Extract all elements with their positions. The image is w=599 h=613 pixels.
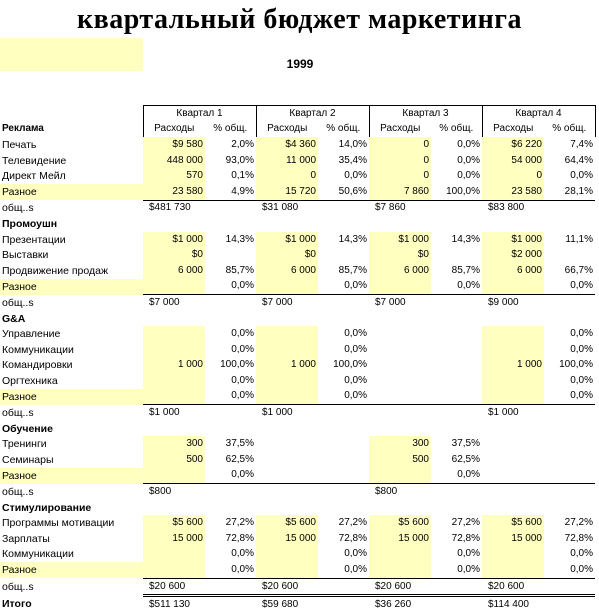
empty-cell [431, 216, 482, 232]
section-total-value: $7 000 [256, 295, 369, 311]
total-label: общ..s [2, 296, 34, 309]
total-label: общ..s [2, 485, 34, 498]
table-row [0, 263, 595, 279]
expense-cell[interactable] [482, 373, 544, 389]
empty-cell [256, 500, 318, 516]
percent-cell: 0,0% [457, 170, 480, 182]
table-row [0, 342, 595, 358]
section-total-value: $7 000 [143, 295, 256, 311]
expense-cell[interactable] [256, 436, 318, 452]
table-row [0, 326, 595, 342]
table-row [0, 436, 595, 452]
expense-cell[interactable]: $0 [256, 247, 318, 263]
expense-cell[interactable]: 11 000 [256, 153, 318, 169]
highlighted-input-cell[interactable] [0, 38, 143, 71]
expense-cell[interactable] [482, 562, 544, 578]
percent-cell: 100,0% [220, 359, 254, 371]
row-label: Зарплаты [2, 532, 50, 545]
table-row [0, 468, 595, 484]
empty-cell [544, 500, 595, 516]
expense-cell[interactable] [369, 389, 431, 405]
expense-cell[interactable]: 15 720 [256, 184, 318, 200]
empty-cell [482, 311, 544, 327]
percent-cell: 27,2% [225, 517, 254, 529]
expense-cell[interactable] [482, 342, 544, 358]
expense-cell[interactable]: $1 000 [369, 232, 431, 248]
empty-cell [369, 421, 431, 437]
percent-cell: 0,0% [344, 374, 367, 386]
percent-cell: 0,0% [344, 548, 367, 560]
percent-cell [205, 247, 256, 263]
section-total-value: $800 [143, 484, 256, 500]
grand-total-row [0, 596, 595, 613]
percent-cell: 0,1% [231, 170, 254, 182]
section-total-value: $9 000 [482, 295, 595, 311]
section-header-row [0, 216, 595, 232]
percent-cell [431, 326, 482, 342]
empty-cell [143, 500, 205, 516]
percent-cell [318, 468, 369, 484]
expense-cell[interactable]: $4 360 [256, 137, 318, 153]
percent-cell: 4,9% [231, 185, 254, 197]
expense-cell[interactable]: 300 [369, 436, 431, 452]
section-total-value: $7 860 [369, 200, 482, 216]
row-label: Выставки [2, 249, 49, 262]
empty-cell [143, 421, 205, 437]
section-total-value: $20 600 [482, 578, 595, 596]
table-row [0, 168, 595, 184]
expense-cell[interactable] [143, 468, 205, 484]
section-total-row [0, 295, 595, 311]
section-total-value: $7 000 [369, 295, 482, 311]
expense-cell[interactable] [256, 547, 318, 563]
empty-cell [256, 216, 318, 232]
section-title: Стимулирование [2, 501, 92, 514]
percent-cell: 0,0% [570, 390, 593, 402]
table-row [0, 358, 595, 374]
expense-cell[interactable]: $5 600 [143, 515, 205, 531]
expense-cell[interactable]: 500 [369, 452, 431, 468]
row-label: Телевидение [2, 154, 67, 167]
percent-cell: 0,0% [457, 564, 480, 576]
row-label: Презентации [2, 233, 66, 246]
grand-total-label: Итого [2, 598, 32, 611]
section-header-row [0, 122, 595, 138]
section-total-value: $20 600 [143, 578, 256, 596]
percent-cell: 11,1% [565, 233, 593, 245]
expense-cell[interactable] [256, 452, 318, 468]
expense-cell[interactable] [482, 468, 544, 484]
expense-cell[interactable]: 500 [143, 452, 205, 468]
percent-cell [544, 468, 595, 484]
header-spacer [0, 106, 143, 122]
expense-cell[interactable]: $9 580 [143, 137, 205, 153]
percent-cell: 0,0% [570, 280, 593, 292]
total-label: общ..s [2, 581, 34, 594]
expense-cell[interactable] [143, 547, 205, 563]
expense-cell[interactable] [482, 279, 544, 295]
row-label: Коммуникации [2, 343, 74, 356]
percent-cell: 0,0% [231, 548, 254, 560]
total-label: общ..s [2, 202, 34, 215]
percent-cell: 0,0% [570, 328, 593, 340]
percent-cell: 0,0% [570, 564, 593, 576]
expenses-subheader: Расходы [369, 122, 431, 138]
expense-cell[interactable]: 0 [369, 168, 431, 184]
expense-cell[interactable]: 6 000 [143, 263, 205, 279]
section-total-value: $1 000 [482, 405, 595, 421]
percent-cell: 0,0% [457, 154, 480, 166]
empty-cell [205, 311, 256, 327]
expense-cell[interactable] [369, 342, 431, 358]
percent-cell: 0,0% [344, 170, 367, 182]
percent-cell: 14,3% [338, 233, 367, 245]
expenses-subheader: Расходы [256, 122, 318, 138]
expense-cell[interactable]: 23 580 [482, 184, 544, 200]
percent-cell: 93,0% [225, 154, 254, 166]
section-header-row [0, 421, 595, 437]
row-label: Разное [0, 468, 143, 484]
section-header-row [0, 500, 595, 516]
expense-cell[interactable] [369, 358, 431, 374]
empty-cell [143, 311, 205, 327]
table-row [0, 547, 595, 563]
row-label: Разное [0, 562, 143, 578]
percent-cell [544, 247, 595, 263]
percent-cell: 0,0% [231, 564, 254, 576]
empty-cell [205, 216, 256, 232]
percent-cell: 0,0% [457, 280, 480, 292]
percent-cell [431, 389, 482, 405]
expense-cell[interactable] [256, 326, 318, 342]
page-title: квартальный бюджет маркетинга [76, 4, 523, 35]
percent-cell [544, 452, 595, 468]
expense-cell[interactable] [369, 562, 431, 578]
empty-cell [143, 216, 205, 232]
percent-cell: 0,0% [231, 328, 254, 340]
empty-cell [256, 421, 318, 437]
empty-cell [544, 421, 595, 437]
section-total-value [369, 405, 482, 421]
percent-cell [431, 342, 482, 358]
table-row [0, 137, 595, 153]
percent-cell: 0,0% [344, 280, 367, 292]
quarter-header: Квартал 4 [482, 106, 595, 122]
expense-cell[interactable] [369, 279, 431, 295]
percent-cell [544, 436, 595, 452]
expense-cell[interactable] [256, 373, 318, 389]
expenses-subheader: Расходы [482, 122, 544, 138]
row-label: Директ Мейл [2, 170, 66, 183]
percent-cell: 50,6% [338, 185, 367, 197]
table-row [0, 389, 595, 405]
section-total-value [256, 484, 369, 500]
percent-cell: 14,3% [451, 233, 480, 245]
expense-cell[interactable] [482, 389, 544, 405]
percent-cell: 28,1% [564, 185, 593, 197]
expense-cell[interactable]: 1 000 [482, 358, 544, 374]
expense-cell[interactable] [369, 373, 431, 389]
expense-cell[interactable] [143, 342, 205, 358]
expense-cell[interactable] [369, 547, 431, 563]
expense-cell[interactable]: 0 [369, 137, 431, 153]
expense-cell[interactable]: 15 000 [369, 531, 431, 547]
percent-cell: 62,5% [225, 453, 254, 465]
percent-cell: 72,8% [225, 532, 254, 544]
expense-cell[interactable] [143, 279, 205, 295]
percent-cell: 37,5% [225, 438, 254, 450]
expense-cell[interactable] [369, 468, 431, 484]
expense-cell[interactable]: 1 000 [143, 358, 205, 374]
expense-cell[interactable]: $0 [369, 247, 431, 263]
percent-cell: 100,0% [446, 185, 480, 197]
percent-cell: 7,4% [570, 138, 593, 150]
section-title: Промоушн [2, 217, 58, 230]
percent-cell: 0,0% [344, 328, 367, 340]
expense-cell[interactable]: 6 000 [369, 263, 431, 279]
percent-cell: 2,0% [231, 138, 254, 150]
percent-cell: 62,5% [451, 453, 480, 465]
expense-cell[interactable] [256, 389, 318, 405]
expense-cell[interactable]: $5 600 [256, 515, 318, 531]
expense-cell[interactable]: 23 580 [143, 184, 205, 200]
table-row [0, 373, 595, 389]
grand-total-value: $511 130 [143, 596, 256, 613]
section-total-value: $31 080 [256, 200, 369, 216]
percent-cell: 0,0% [231, 343, 254, 355]
section-total-value: $481 730 [143, 200, 256, 216]
percent-cell: 72,8% [564, 532, 593, 544]
empty-cell [369, 216, 431, 232]
percent-cell [318, 247, 369, 263]
percent-cell: 0,0% [344, 343, 367, 355]
empty-cell [431, 311, 482, 327]
expense-cell[interactable] [143, 326, 205, 342]
expense-cell[interactable]: $1 000 [482, 232, 544, 248]
expense-cell[interactable]: 7 860 [369, 184, 431, 200]
percent-cell [318, 452, 369, 468]
expense-cell[interactable]: $5 600 [482, 515, 544, 531]
percent-cell [431, 373, 482, 389]
percent-cell [431, 358, 482, 374]
expense-cell[interactable] [143, 373, 205, 389]
expense-cell[interactable]: 570 [143, 168, 205, 184]
section-total-value: $20 600 [369, 578, 482, 596]
percent-cell: 100,0% [559, 359, 593, 371]
percent-cell: 37,5% [451, 438, 480, 450]
empty-cell [205, 421, 256, 437]
percent-cell: 85,7% [451, 264, 480, 276]
expense-cell[interactable]: 1 000 [256, 358, 318, 374]
table-row [0, 184, 595, 200]
percent-cell: 14,3% [225, 233, 254, 245]
percent-subheader: % общ. [544, 122, 595, 138]
empty-cell [482, 500, 544, 516]
empty-cell [205, 500, 256, 516]
empty-cell [482, 216, 544, 232]
expense-cell[interactable] [482, 436, 544, 452]
row-label: Управление [2, 328, 61, 341]
expense-cell[interactable] [482, 326, 544, 342]
row-label: Коммуникации [2, 548, 74, 561]
expense-cell[interactable]: 15 000 [143, 531, 205, 547]
percent-cell: 0,0% [457, 469, 480, 481]
row-label: Продвижение продаж [2, 264, 108, 277]
expense-cell[interactable]: 6 000 [482, 263, 544, 279]
expense-cell[interactable] [143, 562, 205, 578]
empty-cell [482, 421, 544, 437]
expense-cell[interactable] [256, 562, 318, 578]
percent-cell: 27,2% [564, 517, 593, 529]
percent-cell: 100,0% [333, 359, 367, 371]
section-title: G&A [2, 312, 26, 325]
year-label: 1999 [286, 57, 314, 71]
section-title: Реклама [2, 123, 44, 135]
empty-cell [431, 500, 482, 516]
quarter-header: Квартал 1 [143, 106, 256, 122]
percent-cell: 64,4% [564, 154, 593, 166]
row-label: Программы мотивации [2, 517, 115, 530]
percent-cell: 0,0% [570, 548, 593, 560]
section-title: Обучение [2, 422, 53, 435]
section-total-row [0, 578, 595, 596]
quarter-header: Квартал 3 [369, 106, 482, 122]
percent-cell: 27,2% [338, 517, 367, 529]
percent-cell: 0,0% [231, 374, 254, 386]
grand-total-value: $114 400 [482, 596, 595, 613]
expense-cell[interactable] [256, 279, 318, 295]
empty-cell [544, 311, 595, 327]
percent-cell: 85,7% [225, 264, 254, 276]
expense-cell[interactable]: 15 000 [256, 531, 318, 547]
percent-cell: 0,0% [570, 170, 593, 182]
empty-cell [431, 421, 482, 437]
table-row [0, 153, 595, 169]
percent-cell: 0,0% [231, 280, 254, 292]
percent-cell: 0,0% [457, 138, 480, 150]
section-total-value: $800 [369, 484, 482, 500]
expense-cell[interactable]: 448 000 [143, 153, 205, 169]
row-label: Печать [2, 138, 37, 151]
section-header-row [0, 311, 595, 327]
expense-cell[interactable]: 54 000 [482, 153, 544, 169]
section-total-row [0, 484, 595, 500]
expense-cell[interactable]: $1 000 [256, 232, 318, 248]
row-label: Разное [0, 279, 143, 295]
expense-cell[interactable]: $1 000 [143, 232, 205, 248]
percent-cell [431, 247, 482, 263]
expense-cell[interactable] [482, 547, 544, 563]
percent-cell: 14,0% [338, 138, 367, 150]
expense-cell[interactable] [143, 389, 205, 405]
empty-cell [318, 216, 369, 232]
row-label: Семинары [2, 453, 54, 466]
expense-cell[interactable] [256, 342, 318, 358]
expense-cell[interactable]: 0 [256, 168, 318, 184]
section-total-value: $20 600 [256, 578, 369, 596]
table-row [0, 562, 595, 578]
percent-cell: 72,8% [338, 532, 367, 544]
expense-cell[interactable]: 6 000 [256, 263, 318, 279]
row-label: Командировки [2, 359, 73, 372]
table-row [0, 531, 595, 547]
expense-cell[interactable]: $2 000 [482, 247, 544, 263]
percent-cell: 66,7% [564, 264, 593, 276]
table-row [0, 279, 595, 295]
section-total-value: $83 800 [482, 200, 595, 216]
row-label: Оргтехника [2, 374, 58, 387]
expense-cell[interactable]: $6 220 [482, 137, 544, 153]
expense-cell[interactable] [369, 326, 431, 342]
section-total-row [0, 405, 595, 421]
empty-cell [256, 311, 318, 327]
expense-cell[interactable]: 300 [143, 436, 205, 452]
section-total-value: $1 000 [256, 405, 369, 421]
percent-cell: 72,8% [451, 532, 480, 544]
section-total-value [482, 484, 595, 500]
expense-cell[interactable]: $0 [143, 247, 205, 263]
empty-cell [318, 311, 369, 327]
percent-cell [318, 436, 369, 452]
total-label: общ..s [2, 406, 34, 419]
quarter-header-row [0, 106, 595, 122]
expense-cell[interactable]: 15 000 [482, 531, 544, 547]
percent-subheader: % общ. [213, 123, 248, 135]
expense-cell[interactable]: 0 [369, 153, 431, 169]
percent-cell: 0,0% [570, 374, 593, 386]
percent-cell: 85,7% [338, 264, 367, 276]
table-row [0, 247, 595, 263]
quarter-header: Квартал 2 [256, 106, 369, 122]
percent-cell: 0,0% [231, 469, 254, 481]
empty-cell [369, 500, 431, 516]
empty-cell [318, 500, 369, 516]
section-total-row [0, 200, 595, 216]
grand-total-value: $59 680 [256, 596, 369, 613]
grand-total-value: $36 260 [369, 596, 482, 613]
row-label: Разное [0, 184, 143, 200]
percent-subheader: % общ. [439, 123, 474, 135]
expense-cell[interactable]: 0 [482, 168, 544, 184]
percent-cell: 0,0% [457, 548, 480, 560]
row-label: Тренинги [2, 438, 47, 451]
percent-subheader: % общ. [326, 123, 361, 135]
table-row [0, 232, 595, 248]
expenses-subheader: Расходы [143, 122, 205, 138]
percent-cell: 35,4% [338, 154, 367, 166]
empty-cell [544, 216, 595, 232]
table-row [0, 452, 595, 468]
expense-cell[interactable]: $5 600 [369, 515, 431, 531]
percent-cell: 27,2% [451, 517, 480, 529]
row-label: Разное [0, 389, 143, 405]
percent-cell: 0,0% [570, 343, 593, 355]
percent-cell: 0,0% [344, 564, 367, 576]
expense-cell[interactable] [256, 468, 318, 484]
percent-cell: 0,0% [344, 390, 367, 402]
empty-cell [318, 421, 369, 437]
table-row [0, 515, 595, 531]
percent-cell: 0,0% [231, 390, 254, 402]
empty-cell [369, 311, 431, 327]
section-total-value: $1 000 [143, 405, 256, 421]
budget-table [0, 105, 596, 613]
expense-cell[interactable] [482, 452, 544, 468]
